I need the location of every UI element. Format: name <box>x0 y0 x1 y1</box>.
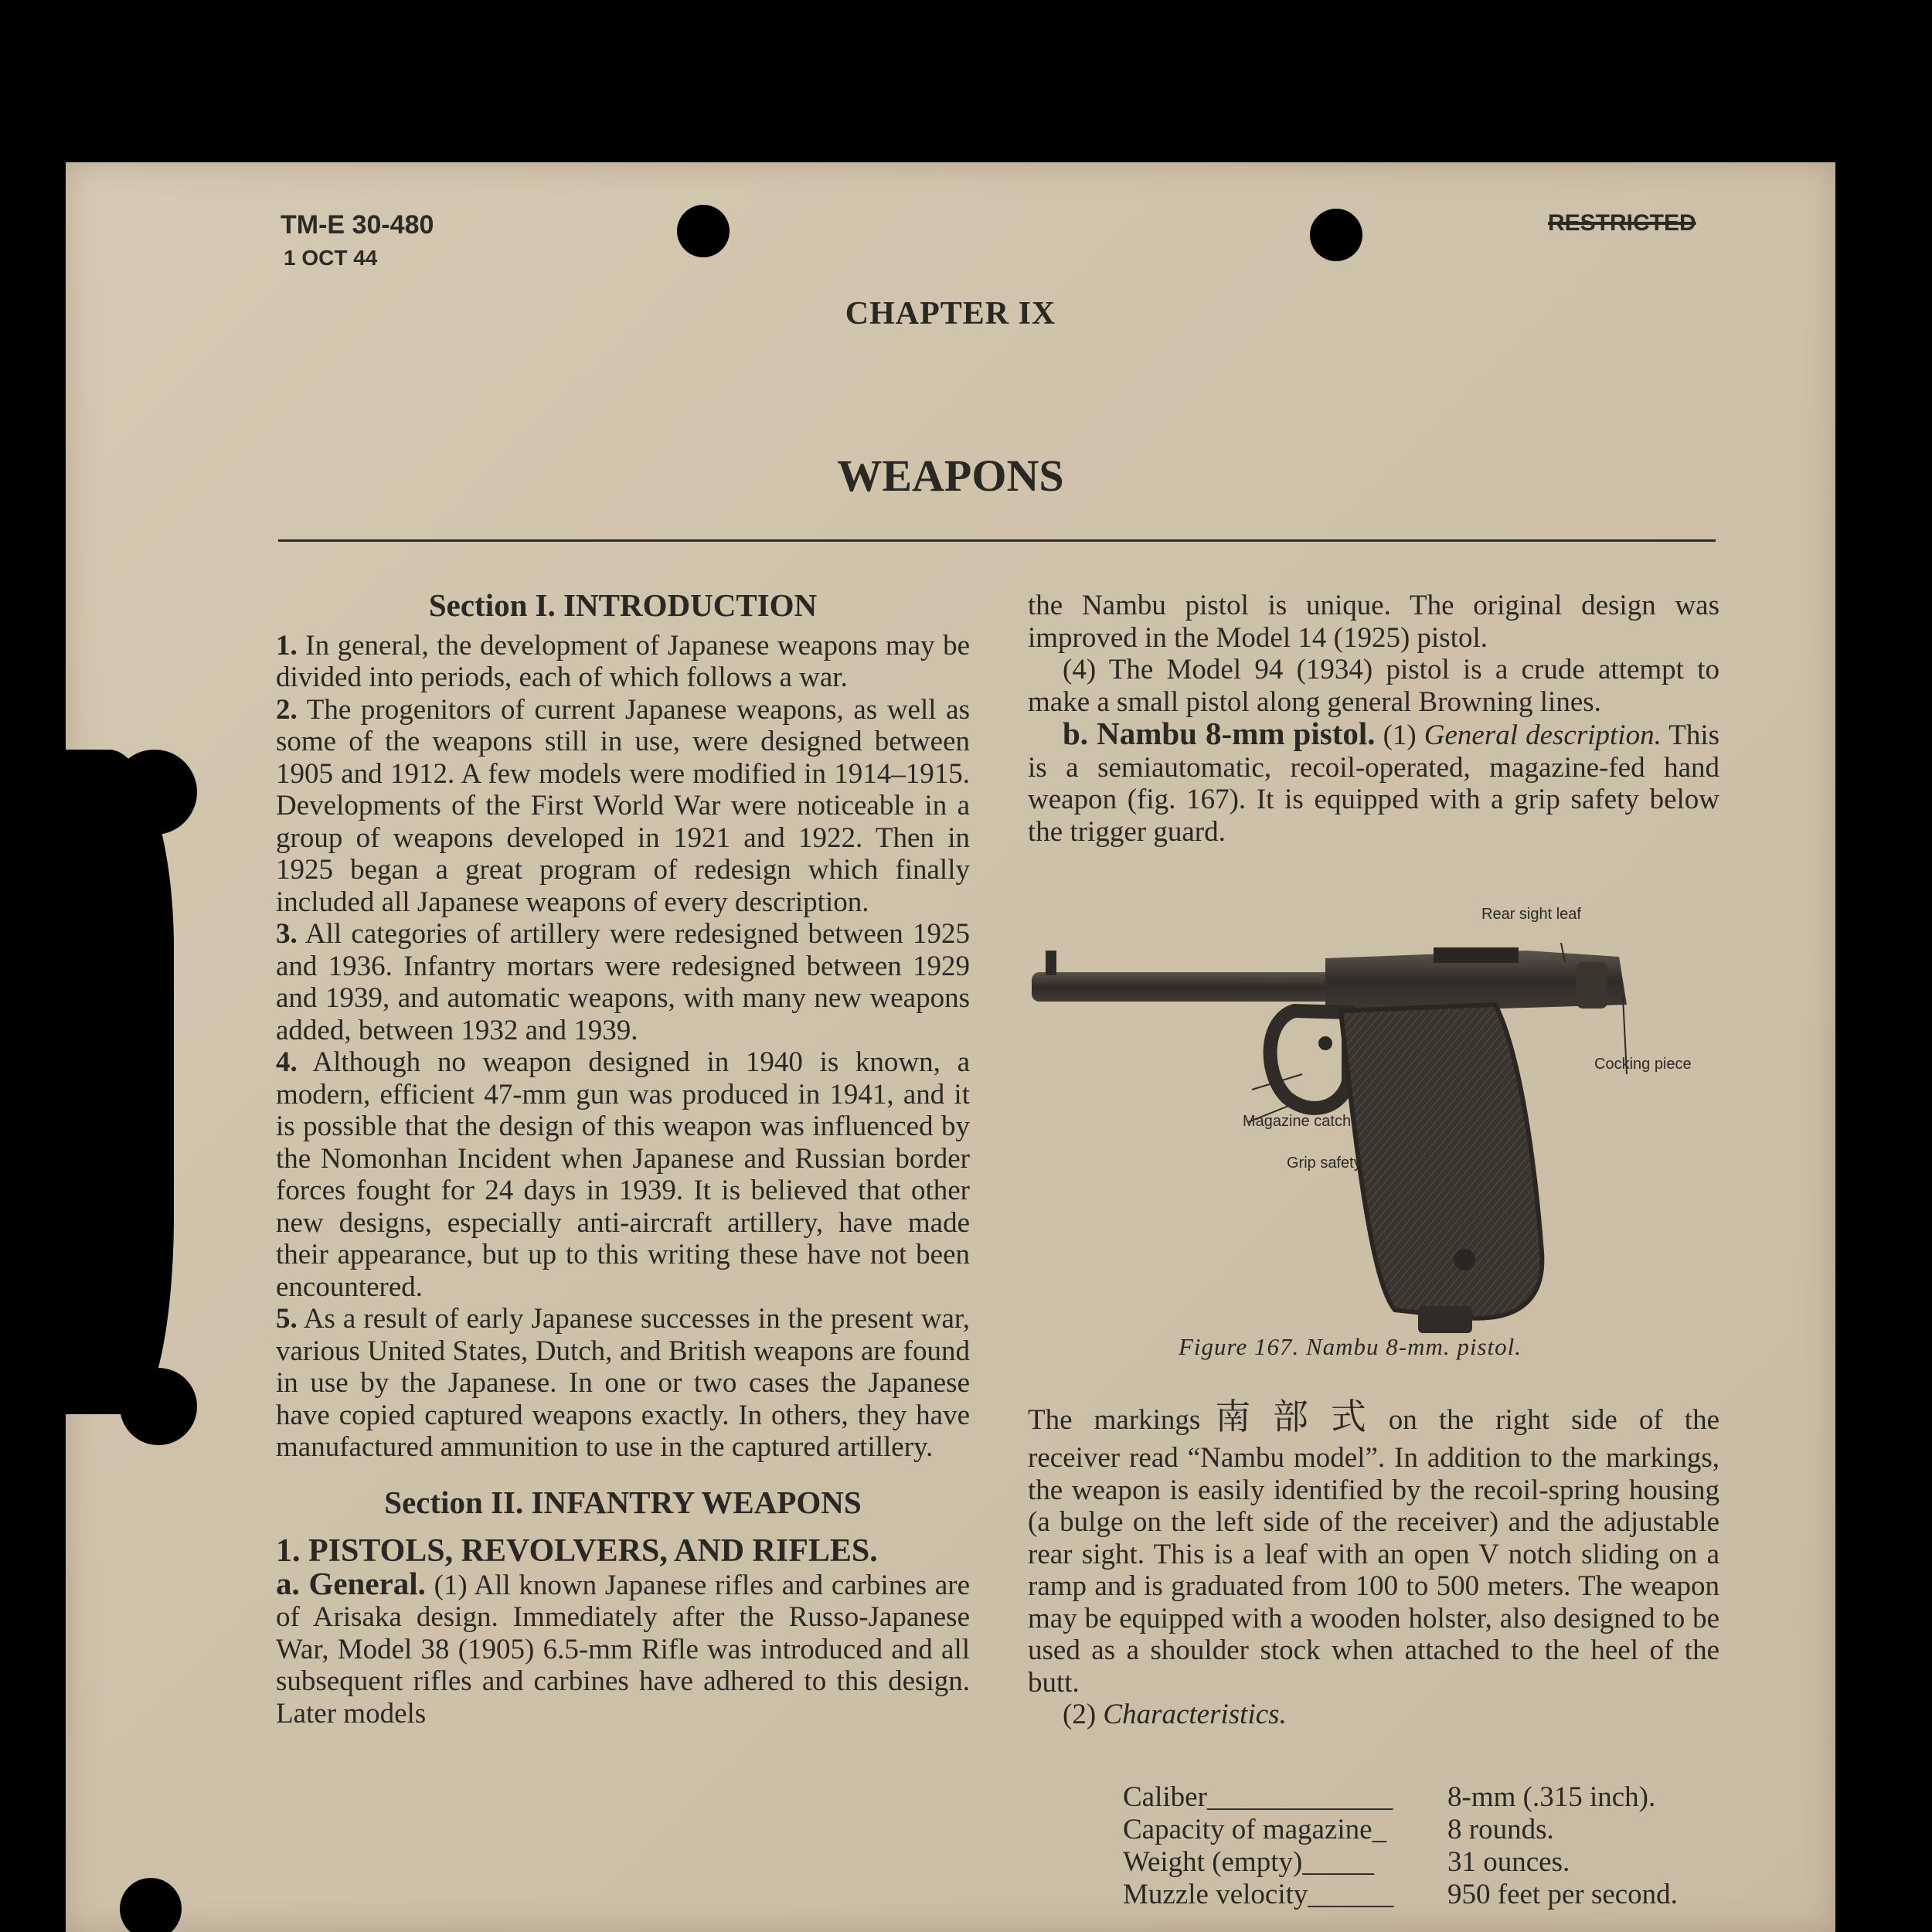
general-label: a. General. <box>276 1565 426 1601</box>
doc-date: 1 OCT 44 <box>284 246 378 270</box>
title-rule <box>278 539 1716 542</box>
right-column-top <box>1028 590 1719 848</box>
chapter-title: WEAPONS <box>837 451 1064 501</box>
para-5-text: As a result of early Japanese successes in the present war, various United States, Dutch, and British weapons are found in use by the Japanese. In one or two cases the Japanese have copied captured weapons exactly. In others, they have manufactured ammunition to use in the captured artillery. <box>276 1303 970 1463</box>
chapter-number: CHAPTER IX <box>845 296 1056 332</box>
char-value: 8 rounds. <box>1447 1814 1554 1845</box>
paragraph-2 <box>276 694 970 919</box>
nambu-label: b. Nambu 8-mm pistol. <box>1063 716 1376 751</box>
char-label: Caliber_____________ <box>1123 1781 1393 1813</box>
markings-text: receiver read “Nambu model”. In addition to the markings, the weapon is easily identified by the recoil-spring housing (a bulge on the left side of the receiver) and the adjustable rear sight. This is a leaf with an open V notch sliding on a ramp and is graduated from 100 to 500 meters. The weapon may be equipped with a wooden holster, also designed to be used as a shoulder stock when attached to the heel of the butt. <box>1028 1442 1719 1699</box>
torn-notch-lower <box>120 1878 182 1932</box>
para-5-number: 5. <box>276 1303 298 1335</box>
label-rear-sight: Rear sight leaf <box>1481 906 1581 923</box>
section-2-heading: Section II. INFANTRY WEAPONS <box>384 1484 862 1520</box>
paragraph-1 <box>276 630 970 694</box>
char-number: (2) <box>1063 1699 1097 1730</box>
continued-paragraph: the Nambu pistol is unique. The original design was improved in the Model 14 (1925) pistol. <box>1028 590 1719 654</box>
figure-caption: Figure 167. Nambu 8-mm. pistol. <box>1179 1333 1522 1360</box>
label-magazine-catch: Magazine catch <box>1243 1113 1352 1130</box>
markings-line <box>1028 1395 1719 1442</box>
classification-stamp: RESTRICTED <box>1548 210 1696 236</box>
char-value: 31 ounces. <box>1447 1846 1570 1878</box>
para-2-number: 2. <box>276 693 298 726</box>
nambu-italic: General description. <box>1423 719 1662 751</box>
torn-notch-top <box>112 750 197 835</box>
para-3-text: All categories of artillery were redesigned between 1925 and 1936. Infantry mortars were redesigned between 1929 and 1939, and automatic weapons, with many new weapons added, between 1932 and 1939. <box>276 918 970 1046</box>
punch-hole-right <box>1310 209 1362 261</box>
general-text: (1) All known Japanese rifles and carbines are of Arisaka design. Immediately after the Russo-Japanese War, Model 38 (1905) 6.5-mm Rifle was introduced and all subsequent rifles and carbines have adhered to this design. Later models <box>276 1569 971 1730</box>
left-column <box>276 587 971 1730</box>
char-value: 8-mm (.315 inch). <box>1447 1781 1656 1813</box>
paragraph-3 <box>276 918 970 1046</box>
markings-pre: The markings <box>1028 1404 1201 1436</box>
section-1-heading: Section I. INTRODUCTION <box>428 587 818 623</box>
para-4-number: 4. <box>276 1046 298 1078</box>
paragraph-5 <box>276 1303 970 1464</box>
paragraph-4 <box>276 1046 970 1303</box>
doc-number: TM-E 30-480 <box>281 210 434 240</box>
nambu-number: (1) <box>1383 719 1417 751</box>
torn-edge <box>66 750 174 1414</box>
punch-hole-left <box>677 205 730 257</box>
nambu-pistol-figure <box>1032 920 1712 1352</box>
char-row <box>1123 1814 1678 1846</box>
subsection-heading: 1. PISTOLS, REVOLVERS, AND RIFLES. <box>276 1533 878 1569</box>
label-grip-safety: Grip safety <box>1287 1155 1362 1172</box>
char-label: Weight (empty)_____ <box>1123 1846 1374 1878</box>
char-heading: Characteristics. <box>1103 1699 1287 1730</box>
characteristics-heading <box>1028 1699 1719 1731</box>
char-label: Capacity of magazine_ <box>1123 1814 1387 1845</box>
para-2-text: The progenitors of current Japanese weapons, as well as some of the weapons still in use, were designed between 1905 and 1912. A few models were modified in 1914–1915. Developments of the First World War were noticeable in a group of weapons developed in 1921 and 1922. Then in 1925 began a great program of redesign which finally included all Japanese weapons of every description. <box>276 693 970 918</box>
char-row <box>1123 1879 1678 1911</box>
para-3-number: 3. <box>276 918 298 950</box>
label-cocking-piece: Cocking piece <box>1594 1056 1692 1073</box>
para-1-text: In general, the development of Japanese weapons may be divided into periods, each of which follows a war. <box>276 629 970 693</box>
char-row <box>1123 1781 1678 1814</box>
para-1-number: 1. <box>276 629 298 662</box>
nambu-paragraph <box>1028 718 1719 848</box>
characteristics-table <box>1123 1781 1678 1911</box>
markings-kanji: 南部式 <box>1200 1396 1389 1437</box>
torn-notch-bottom <box>120 1368 197 1445</box>
markings-post: on the right side of the <box>1388 1404 1719 1436</box>
char-label: Muzzle velocity______ <box>1123 1879 1394 1910</box>
right-column-bottom <box>1028 1395 1719 1731</box>
general-paragraph <box>276 1565 971 1730</box>
model-94-paragraph: (4) The Model 94 (1934) pistol is a crude attempt to make a small pistol along general Browning lines. <box>1028 654 1719 718</box>
nambu-text: This is a semiautomatic, recoil-operated, magazine-fed hand weapon (fig. 167). It is equipped with a grip safety below the trigger guard. <box>1028 719 1719 848</box>
document-page <box>66 162 1835 1932</box>
char-value: 950 feet per second. <box>1447 1879 1678 1910</box>
char-row <box>1123 1846 1678 1879</box>
para-4-text: Although no weapon designed in 1940 is known, a modern, efficient 47-mm gun was produced in 1941, and it is possible that the design of this weapon was influenced by the Nomonhan Incident when Japanese and Russian border forces fought for 24 days in 1939. It is believed that other new designs, especially anti-aircraft artillery, have made their appearance, but up to this writing these have not been encountered. <box>276 1046 970 1303</box>
